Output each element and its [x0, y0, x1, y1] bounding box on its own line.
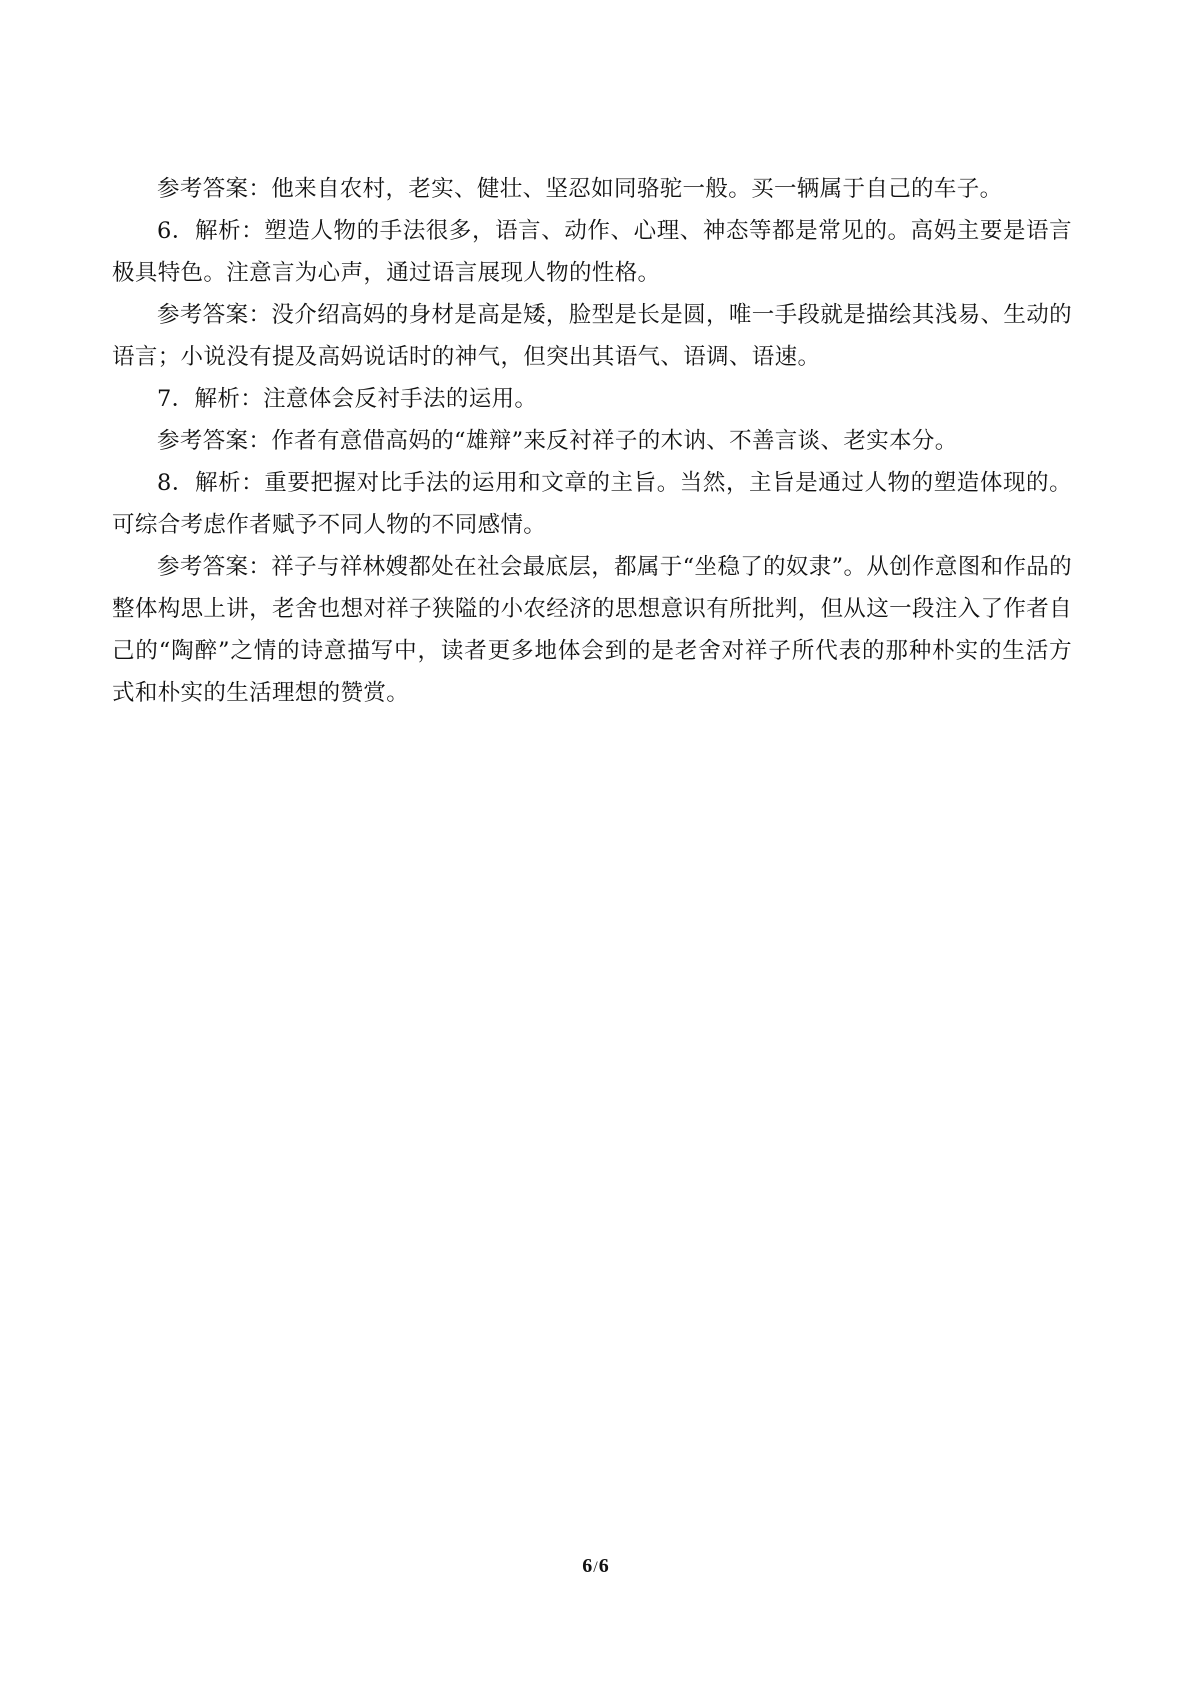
analysis-paragraph-q7: 7．解析：注意体会反衬手法的运用。 — [157, 386, 538, 412]
answer-paragraph-q5: 参考答案：他来自农村，老实、健壮、坚忍如同骆驼一般。买一辆属于自己的车子。 — [157, 176, 1003, 202]
current-page-number: 6 — [582, 1555, 593, 1577]
answer-paragraph-q7: 参考答案：作者有意借高妈的“雄辩”来反衬祥子的木讷、不善言谈、老实本分。 — [157, 428, 958, 454]
answer-text-body — [112, 168, 1072, 714]
total-page-count: 6 — [598, 1555, 609, 1577]
page-number-separator: / — [593, 1559, 598, 1576]
answer-paragraph-q8: 参考答案：祥子与祥林嫂都处在社会最底层，都属于“坐稳了的奴隶”。从创作意图和作品的整体构思上讲，老舍也想对祥子狭隘的小农经济的思想意识有所批判，但从这一段注入了作者自己的“陶醉”之情的诗意描写中，读者更多地体会到的是老舍对祥子所代表的那种朴实的生活方式和朴实的生活理想的赞赏。 — [112, 554, 1072, 706]
page-number — [0, 1553, 1191, 1581]
analysis-paragraph-q6: 6．解析：塑造人物的手法很多，语言、动作、心理、神态等都是常见的。高妈主要是语言极具特色。注意言为心声，通过语言展现人物的性格。 — [112, 218, 1072, 286]
answer-paragraph-q6: 参考答案：没介绍高妈的身材是高是矮，脸型是长是圆，唯一手段就是描绘其浅易、生动的语言；小说没有提及高妈说话时的神气，但突出其语气、语调、语速。 — [112, 302, 1072, 370]
analysis-paragraph-q8: 8．解析：重要把握对比手法的运用和文章的主旨。当然，主旨是通过人物的塑造体现的。可综合考虑作者赋予不同人物的不同感情。 — [112, 470, 1072, 538]
